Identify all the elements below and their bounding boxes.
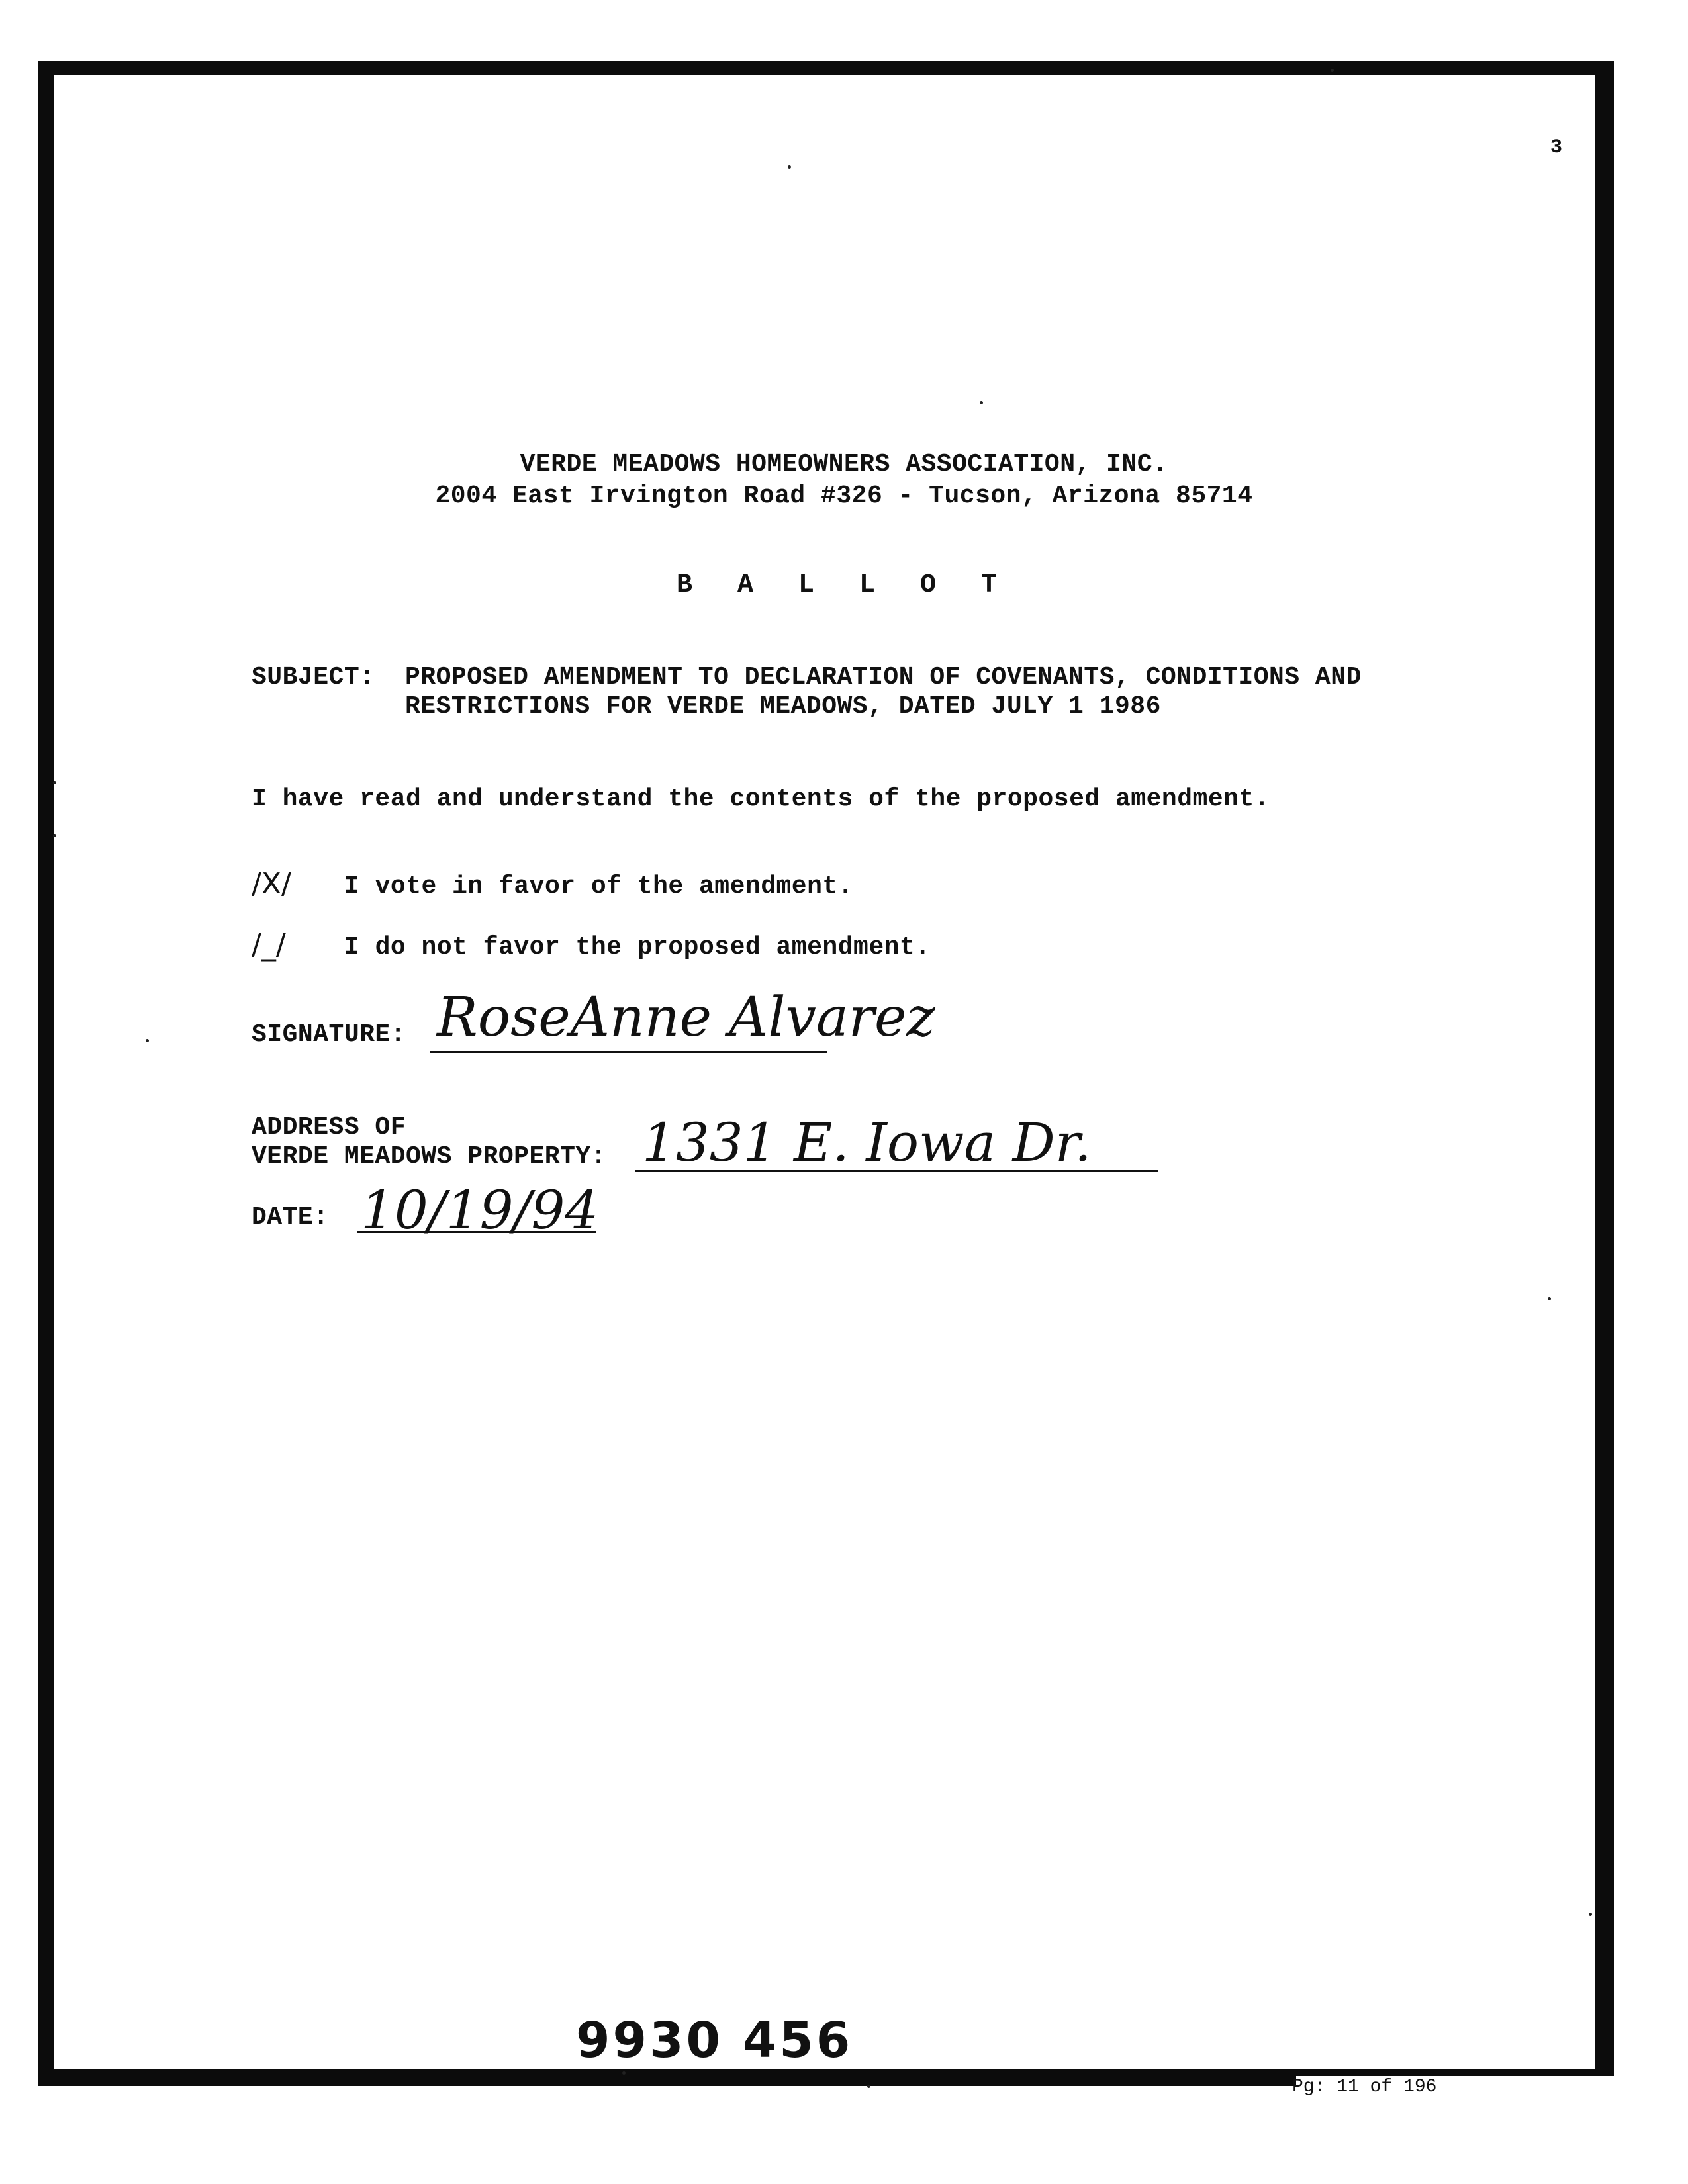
favor-checkbox[interactable]: /X/ xyxy=(252,867,291,901)
oppose-label: I do not favor the proposed amendment. xyxy=(344,933,931,962)
scan-speck xyxy=(788,165,791,169)
scan-speck xyxy=(1548,1297,1551,1300)
scan-speck xyxy=(146,1039,149,1042)
page-indicator: Pg: 11 of 196 xyxy=(1292,2077,1437,2097)
property-label-line-2: VERDE MEADOWS PROPERTY: xyxy=(252,1142,606,1171)
document-border xyxy=(38,61,1614,2086)
signature-label: SIGNATURE: xyxy=(252,1021,406,1049)
property-label-line-1: ADDRESS OF xyxy=(252,1113,406,1142)
property-address-handwritten: 1331 E. Iowa Dr. xyxy=(642,1112,1092,1173)
ballot-title: B A L L O T xyxy=(676,570,1012,600)
scan-speck xyxy=(53,834,56,837)
page-mark: 3 xyxy=(1550,136,1563,159)
signature-handwritten: RoseAnne Alvarez xyxy=(437,986,935,1049)
org-address: 2004 East Irvington Road #326 - Tucson, Arizona 85714 xyxy=(435,482,1253,510)
read-statement: I have read and understand the contents of the proposed amendment. xyxy=(252,785,1270,813)
scan-speck xyxy=(867,2085,870,2088)
oppose-checkbox[interactable]: /_/ xyxy=(252,928,286,962)
scan-speck xyxy=(53,781,56,784)
subject-line-2: RESTRICTIONS FOR VERDE MEADOWS, DATED JULY 1 1986 xyxy=(405,692,1161,721)
property-address-line xyxy=(635,1170,1158,1172)
org-name: VERDE MEADOWS HOMEOWNERS ASSOCIATION, INC. xyxy=(520,450,1168,478)
scan-speck xyxy=(622,2071,626,2075)
scan-speck xyxy=(980,401,983,404)
favor-label: I vote in favor of the amendment. xyxy=(344,872,854,901)
signature-line xyxy=(430,1051,827,1053)
date-label: DATE: xyxy=(252,1203,329,1232)
subject-line-1: PROPOSED AMENDMENT TO DECLARATION OF COVENANTS, CONDITIONS AND xyxy=(405,663,1362,692)
date-handwritten: 10/19/94 xyxy=(361,1179,599,1241)
bates-number: 9930 456 xyxy=(576,2012,853,2069)
date-line xyxy=(357,1231,596,1233)
scan-speck xyxy=(1331,69,1334,72)
scan-speck xyxy=(1589,1913,1592,1916)
subject-label: SUBJECT: xyxy=(252,663,375,692)
